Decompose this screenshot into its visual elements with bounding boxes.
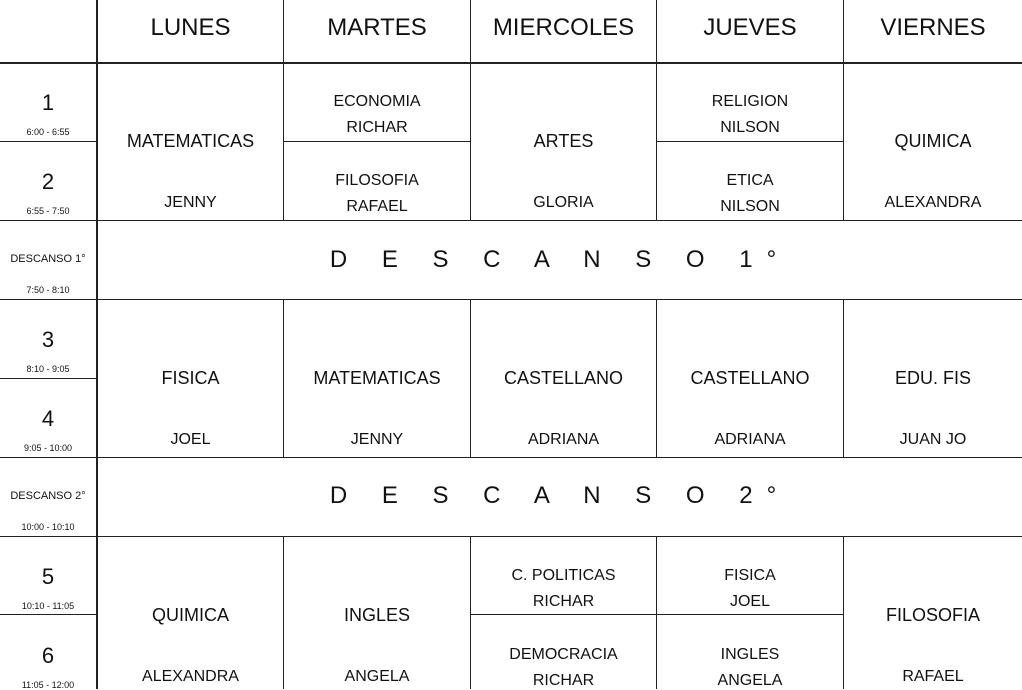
subject: FILOSOFIA (885, 605, 981, 625)
period-time: 11:05 - 12:00 (21, 680, 75, 690)
teacher: JUAN JO (899, 431, 967, 448)
teacher: ADRIANA (714, 431, 786, 448)
cell-split (657, 141, 844, 142)
period-number: 2 (41, 169, 55, 194)
subject: ETICA (726, 172, 774, 189)
subject: DEMOCRACIA (509, 646, 618, 663)
subject: CASTELLANO (503, 368, 624, 388)
header-divider (0, 62, 1022, 64)
break-time: 7:50 - 8:10 (26, 285, 70, 295)
row-divider (0, 220, 1022, 221)
subject: ARTES (533, 131, 594, 151)
subject: MATEMATICAS (126, 131, 255, 151)
teacher: JOEL (170, 431, 211, 448)
subject: INGLES (720, 646, 780, 663)
subject: FILOSOFIA (335, 172, 419, 189)
break-banner: D E S C A N S O 2° (329, 482, 791, 509)
cell-split (657, 614, 844, 615)
row-divider (0, 536, 1022, 537)
day-header-martes: MARTES (327, 14, 427, 41)
period-time: 8:10 - 9:05 (26, 364, 70, 374)
period-time: 9:05 - 10:00 (23, 443, 73, 453)
subject: MATEMATICAS (313, 368, 441, 388)
subject: ECONOMIA (333, 93, 421, 110)
teacher: RICHAR (346, 119, 408, 136)
teacher: ANGELA (717, 672, 783, 689)
subject: QUIMICA (151, 605, 229, 625)
col-divider (283, 63, 284, 220)
subject: QUIMICA (894, 131, 972, 151)
subject: FISICA (724, 567, 776, 584)
day-header-jueves: JUEVES (703, 14, 797, 41)
teacher: ALEXANDRA (142, 668, 239, 685)
teacher: RAFAEL (902, 668, 964, 685)
teacher: ADRIANA (527, 431, 600, 448)
period-number: 3 (41, 327, 55, 352)
first-col-divider (96, 0, 98, 689)
teacher: JENNY (350, 431, 404, 448)
period-number: 4 (41, 406, 55, 431)
break-label: DESCANSO 2° (10, 490, 86, 502)
subject: INGLES (343, 605, 411, 625)
period-time: 6:55 - 7:50 (26, 206, 70, 216)
cell-split (471, 614, 657, 615)
teacher: RAFAEL (346, 198, 408, 215)
subject: FISICA (161, 368, 220, 388)
teacher: RICHAR (532, 672, 595, 689)
col-divider (656, 537, 657, 689)
period-divider (0, 614, 97, 615)
teacher: ALEXANDRA (884, 194, 982, 211)
period-time: 6:00 - 6:55 (26, 127, 70, 137)
teacher: GLORIA (533, 194, 594, 211)
teacher: RICHAR (532, 593, 595, 610)
subject: C. POLITICAS (511, 567, 616, 584)
teacher: NILSON (720, 198, 780, 215)
break-time: 10:00 - 10:10 (21, 522, 75, 532)
period-divider (0, 378, 97, 379)
subject: CASTELLANO (690, 368, 810, 388)
row-divider (0, 299, 1022, 300)
break-label: DESCANSO 1° (10, 253, 86, 265)
period-number: 5 (41, 564, 55, 589)
break-banner: D E S C A N S O 1° (329, 246, 791, 273)
subject: RELIGION (711, 93, 789, 110)
period-number: 1 (41, 90, 55, 115)
day-header-miercoles: MIERCOLES (492, 14, 635, 41)
day-header-viernes: VIERNES (880, 14, 986, 41)
teacher: JENNY (164, 194, 217, 211)
period-time: 10:10 - 11:05 (21, 601, 75, 611)
teacher: ANGELA (344, 668, 410, 685)
period-divider (0, 141, 97, 142)
day-header-lunes: LUNES (150, 14, 231, 41)
col-divider (470, 537, 471, 689)
teacher: NILSON (720, 119, 780, 136)
row-divider (0, 457, 1022, 458)
cell-split (284, 141, 470, 142)
subject: EDU. FIS (894, 368, 971, 388)
teacher: JOEL (729, 593, 770, 610)
period-number: 6 (41, 643, 55, 668)
col-divider (656, 63, 657, 220)
